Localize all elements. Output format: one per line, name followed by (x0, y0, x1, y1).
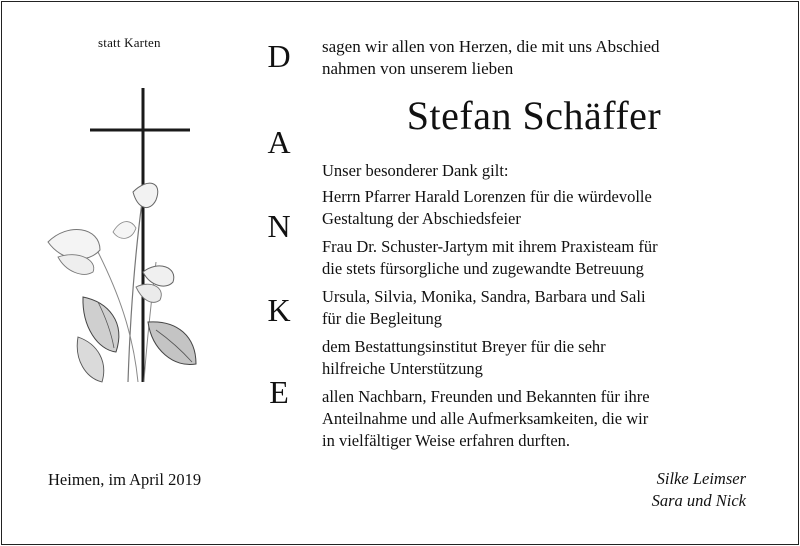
thanks-item-line: dem Bestattungsinstitut Breyer für die sehr (322, 337, 606, 356)
thanks-item-line: Gestaltung der Abschiedsfeier (322, 209, 521, 228)
statt-karten-label: statt Karten (98, 35, 161, 50)
danke-letter-e: E (269, 374, 289, 410)
signature (560, 468, 746, 512)
thanks-item (322, 286, 762, 330)
thanks-item-line: die stets fürsorgliche und zugewandte Betreuung (322, 259, 644, 278)
deceased-name: Stefan Schäffer (406, 93, 662, 138)
signature-line: Sara und Nick (651, 491, 746, 510)
thanks-item (322, 236, 762, 280)
thanks-item (322, 186, 762, 230)
danke-letter-d: D (267, 38, 291, 74)
thanks-item-line: in vielfältiger Weise erfahren durften. (322, 431, 571, 450)
intro-line: nahmen von unserem lieben (322, 59, 514, 78)
thanks-heading: Unser besonderer Dank gilt: (322, 161, 509, 180)
intro-line: sagen wir allen von Herzen, die mit uns Abschied (322, 37, 660, 56)
danke-letter-a: A (267, 124, 291, 160)
thanks-list (322, 160, 762, 458)
thanks-item-line: für die Begleitung (322, 309, 443, 328)
thanks-item-line: Anteilnahme und alle Aufmerksamkeiten, die wir (322, 409, 649, 428)
thanks-item-line: Frau Dr. Schuster-Jartym mit ihrem Praxisteam für (322, 237, 658, 256)
danke-letter-k: K (267, 292, 291, 328)
thanks-item-line: Ursula, Silvia, Monika, Sandra, Barbara und Sali (322, 287, 646, 306)
thanks-item (322, 386, 762, 452)
signature-line: Silke Leimser (656, 469, 746, 488)
intro-text (322, 36, 660, 80)
cross-with-calla-lilies-icon (38, 82, 228, 442)
thanks-item-line: allen Nachbarn, Freunden und Bekannten für ihre (322, 387, 650, 406)
danke-letter-n: N (267, 208, 291, 244)
thanks-item-line: hilfreiche Unterstützung (322, 359, 483, 378)
thanks-item-line: Herrn Pfarrer Harald Lorenzen für die würdevolle (322, 187, 652, 206)
thanks-item (322, 336, 762, 380)
place-date: Heimen, im April 2019 (48, 470, 202, 489)
